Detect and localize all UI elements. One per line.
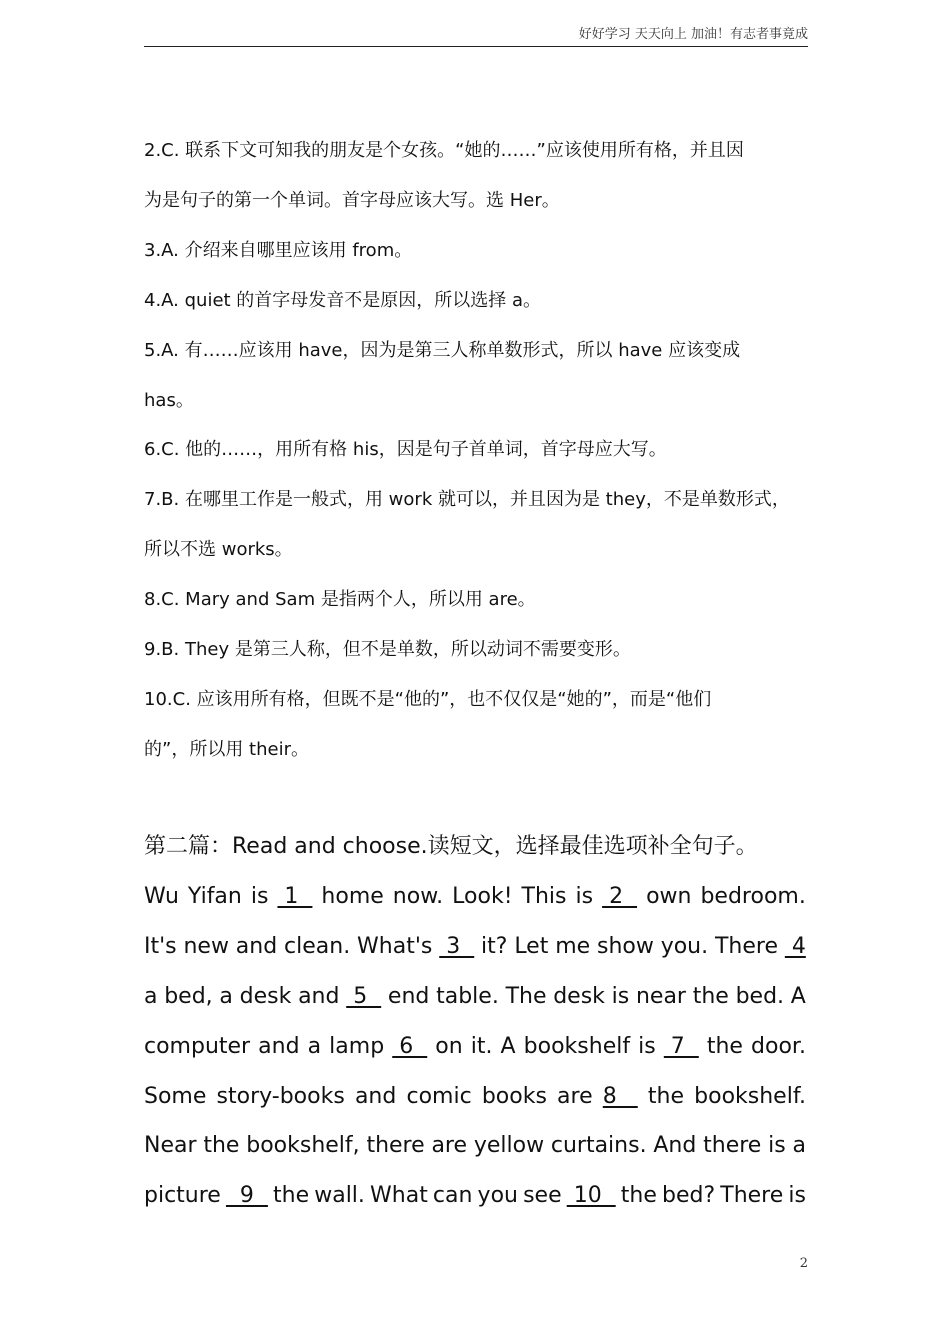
passage-word: A <box>790 983 806 1009</box>
passage-word: Look! <box>452 883 513 909</box>
answer-line: 为是句子的第一个单词。首字母应该大写。选 Her。 <box>144 189 560 211</box>
answer-line: 的”，所以用 their。 <box>144 738 309 760</box>
passage-word: bookshelf, <box>246 1133 360 1159</box>
passage-word: is <box>575 883 594 909</box>
passage-word: story-books <box>216 1083 345 1109</box>
passage-word: bookshelf. <box>694 1083 806 1109</box>
answer-line: 7.B. 在哪里工作是一般式，用 work 就可以，并且因为是 they，不是单数形式， <box>144 489 790 511</box>
passage-word: bed, <box>164 983 213 1009</box>
passage-word: on <box>435 1033 463 1059</box>
passage-word: the <box>647 1083 684 1109</box>
passage-word: the <box>706 1033 743 1059</box>
page-number: 2 <box>799 1256 808 1271</box>
answer-blank: 5 <box>346 983 382 1009</box>
passage-title: 第二篇：Read and choose.读短文，选择最佳选项补全句子。 <box>144 834 758 859</box>
passage-word: and <box>298 983 340 1009</box>
passage-word: picture <box>144 1183 221 1209</box>
passage-word: is <box>788 1183 806 1209</box>
passage-word: And <box>653 1133 697 1159</box>
passage-word: door. <box>751 1033 806 1059</box>
page-header <box>144 24 808 47</box>
answer-blank: 10 <box>566 1183 616 1209</box>
passage-word: What's <box>357 933 433 959</box>
passage-word: desk <box>553 983 605 1009</box>
passage-word: and <box>258 1033 300 1059</box>
passage-word: you. <box>660 933 709 959</box>
passage-word: wall. <box>314 1183 365 1209</box>
passage-word: bed? <box>662 1183 716 1209</box>
passage-word: table. <box>436 983 499 1009</box>
passage-word: Some <box>144 1083 207 1109</box>
header-text: 好好学习 天天向上 加油！有志者事竟成 <box>578 27 808 42</box>
passage-line <box>144 872 806 922</box>
passage-word: There <box>720 1183 784 1209</box>
passage-word: There <box>714 933 778 959</box>
passage-word: the <box>203 1133 240 1159</box>
passage-word: Wu <box>144 883 179 909</box>
passage-word: it. <box>470 1033 493 1059</box>
passage-word: see <box>523 1183 562 1209</box>
passage-word: end <box>387 983 430 1009</box>
passage-body <box>144 872 806 1221</box>
passage-word: lamp <box>329 1033 385 1059</box>
passage-word: desk <box>239 983 292 1009</box>
answer-blank: 7 <box>663 1033 699 1059</box>
passage-word: a <box>144 983 158 1009</box>
passage-word: near <box>635 983 686 1009</box>
passage-line <box>144 1171 806 1221</box>
passage-word: Let <box>514 933 549 959</box>
answer-line: 4.A. quiet 的首字母发音不是原因，所以选择 a。 <box>144 289 542 311</box>
passage-word: new <box>183 933 229 959</box>
answer-blank: 8 <box>602 1083 638 1109</box>
passage-word: is <box>250 883 269 909</box>
passage-word: curtains. <box>550 1133 647 1159</box>
passage-word: the <box>620 1183 657 1209</box>
passage-word: are <box>431 1133 468 1159</box>
passage-line <box>144 1121 806 1171</box>
passage-word: me <box>555 933 591 959</box>
answer-line: 9.B. They 是第三人称，但不是单数，所以动词不需要变形。 <box>144 639 631 661</box>
answer-blank: 3 <box>439 933 475 959</box>
answer-line: 6.C. 他的……，用所有格 his，因是句子首单词，首字母应大写。 <box>144 439 667 461</box>
passage-line <box>144 1072 806 1122</box>
passage-word: and <box>354 1083 397 1109</box>
passage-word: a <box>792 1133 806 1159</box>
passage-line <box>144 922 806 972</box>
answer-line: 8.C. Mary and Sam 是指两个人，所以用 are。 <box>144 589 536 611</box>
passage-word: The <box>505 983 547 1009</box>
passage-word: comic <box>406 1083 472 1109</box>
passage-word: This <box>521 883 567 909</box>
passage-word: a <box>307 1033 322 1059</box>
passage-word: is <box>768 1133 786 1159</box>
passage-word: A <box>500 1033 516 1059</box>
passage-word: now. <box>392 883 444 909</box>
passage-word: yellow <box>473 1133 545 1159</box>
passage-word: a <box>219 983 233 1009</box>
passage-word: own <box>646 883 692 909</box>
passage-word: can <box>432 1183 473 1209</box>
answer-blank: 4 <box>784 933 806 959</box>
passage-word: clean. <box>284 933 351 959</box>
passage-word: bedroom. <box>700 883 806 909</box>
passage-line <box>144 1022 806 1072</box>
passage-word: there <box>703 1133 762 1159</box>
passage-word: the <box>273 1183 310 1209</box>
passage-word: What <box>370 1183 428 1209</box>
passage-word: are <box>557 1083 593 1109</box>
answer-line: 所以不选 works。 <box>144 539 293 561</box>
passage-word: the <box>692 983 729 1009</box>
answer-line: 3.A. 介绍来自哪里应该用 from。 <box>144 239 413 261</box>
answer-line: 10.C. 应该用所有格，但既不是“他的”，也不仅仅是“她的”，而是“他们 <box>144 688 712 710</box>
passage-word: you <box>477 1183 518 1209</box>
answer-blank: 9 <box>225 1183 268 1209</box>
passage-word: Near <box>144 1133 197 1159</box>
passage-word: It's <box>144 933 177 959</box>
answer-blank: 6 <box>392 1033 428 1059</box>
answer-blank: 2 <box>602 883 638 909</box>
passage-word: show <box>597 933 654 959</box>
passage-word: it? <box>481 933 508 959</box>
passage-word: is <box>638 1033 656 1059</box>
answer-line: has。 <box>144 389 194 411</box>
passage-line <box>144 972 806 1022</box>
reading-passage <box>144 822 806 1221</box>
passage-word: Yifan <box>187 883 242 909</box>
passage-word: is <box>611 983 630 1009</box>
passage-word: computer <box>144 1033 251 1059</box>
passage-word: bookshelf <box>523 1033 631 1059</box>
answer-line: 2.C. 联系下文可知我的朋友是个女孩。“她的……”应该使用所有格，并且因 <box>144 140 744 161</box>
passage-word: there <box>366 1133 425 1159</box>
answer-explanations <box>144 126 816 775</box>
passage-word: home <box>321 883 384 909</box>
answer-line: 5.A. 有……应该用 have，因为是第三人称单数形式，所以 have 应该变成 <box>144 339 741 361</box>
answer-blank: 1 <box>277 883 313 909</box>
passage-word: books <box>481 1083 547 1109</box>
passage-word: and <box>235 933 278 959</box>
passage-word: bed. <box>735 983 785 1009</box>
